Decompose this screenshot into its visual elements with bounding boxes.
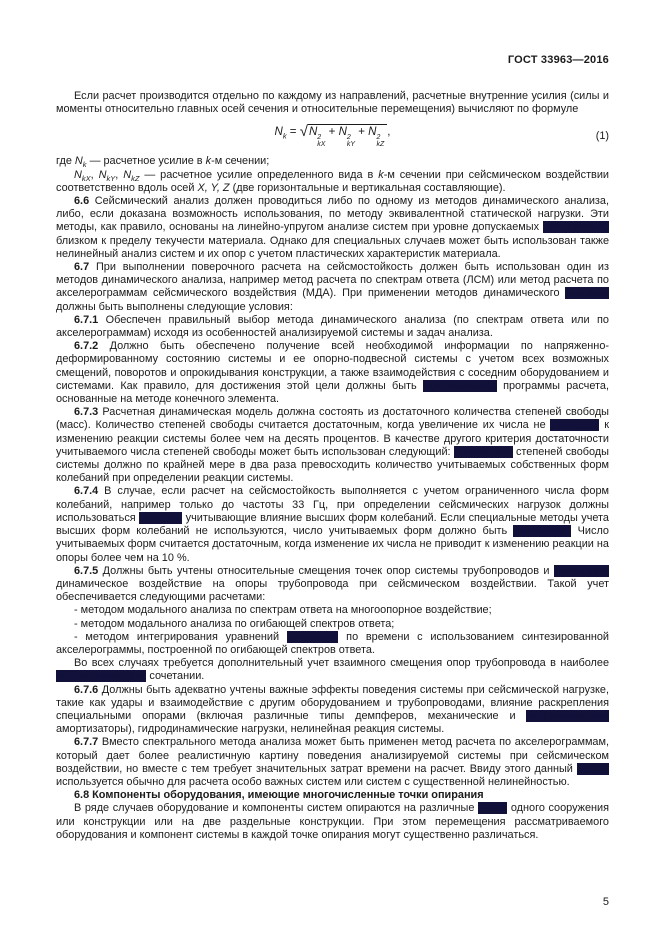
redaction-mark: движения [287, 630, 338, 643]
formula-number: (1) [595, 129, 609, 142]
term-1-supsub [317, 134, 325, 148]
text-run: , [115, 168, 124, 181]
paragraph-6-6 [56, 195, 609, 261]
text-run: 6.8 Компоненты оборудования, имеющие многочисленные точки опирания [74, 789, 484, 802]
list-item-2 [56, 618, 609, 631]
text-run: Должны быть учтены относительные смещения точек опор системы трубопроводов и [98, 564, 554, 577]
text-run: учитывающие влияние высших форм колебаний. Если специальные методы учета высших форм колебаний не используются, число учитываемых форм должно быть [56, 511, 609, 538]
text-run: Расчетная динамическая модель должна состоять из достаточного количества степеней свободы (масс). Количество степеней свободы считается достаточным, когда увеличение их числа не [56, 406, 609, 432]
redaction-mark: методы, [140, 511, 182, 524]
paragraph-6-7-1 [56, 314, 609, 340]
text-run: одного сооружения или конструкции или на две раздельные конструкции. При этом перемещения рассматриваемого оборудования и компонент системы в каждой точке опирания могут существенно различаться. [56, 802, 609, 841]
term-3-supsub [376, 134, 384, 148]
text-run: Если расчет производится отдельно по каждому из направлений, расчетные внутренние усилия (силы и моменты относительно главных осей сечения и относительные перемещения) вычисляют по формуле [56, 90, 609, 116]
text-run: программы расчета, основанные на методе конечного элемента. [56, 379, 609, 406]
text-run: N [123, 168, 132, 181]
term-1: N [308, 126, 318, 139]
redaction-mark: неблагоприятном [57, 670, 146, 683]
text-run: к изменению реакции системы более чем на десять процентов. В качестве другого критерия достаточности учитываемого числа степеней свободы может быть использован следующий: [56, 419, 609, 458]
text-run: сочетании. [146, 670, 205, 683]
paragraph-6-7-5-note [56, 657, 609, 683]
redaction-mark: увеличено. [514, 525, 571, 538]
text-run: N [74, 155, 83, 168]
text-run: При выполнении поверочного расчета на сейсмостойкость должен быть использован один из методов динамического анализа, например метод расчета по спектрам ответа (ЛСМ) или метод расчета по акселерограммам сейсмического воздействия (МДА). При применении методов динамического [56, 261, 609, 300]
equals-sign: = [289, 126, 297, 139]
heading-6-8 [56, 789, 609, 802]
text-run: 6.7.7 [74, 736, 99, 749]
text-run: по времени с использованием синтезированной акселерограммы, построенной по огибающей спектров ответа. [56, 630, 610, 656]
text-run: 6.6 [74, 195, 90, 208]
formula-comma: , [387, 126, 391, 139]
term-3-sup: 2 [376, 134, 381, 142]
formula-block [56, 124, 609, 148]
paragraph-6-7-5 [56, 565, 609, 605]
text-run: степеней свободы системы должно по крайней мере в два раза превосходить количество учитываемых собственных форм колебаний при определении реакции системы. [56, 445, 609, 485]
redaction-mark: гидравлические [527, 709, 608, 722]
list-item-1 [56, 604, 609, 617]
paragraph-where-2 [56, 169, 609, 195]
paragraph-6-7-3 [56, 406, 609, 485]
text-run: N [74, 168, 82, 181]
text-run: 6.7.3 [74, 406, 99, 419]
text-run: Обеспечен правильный выбор метода динамического анализа (по спектрам ответа или по акселерограммам) исходя из особенностей анализируемой системы и задач анализа. [56, 313, 609, 340]
formula-expression [102, 124, 563, 148]
text-run: k [378, 168, 384, 181]
text-run: -м сечении при сейсмическом воздействии соответственно вдоль осей [56, 168, 610, 194]
paragraph-intro [56, 90, 609, 116]
text-run: N [98, 168, 107, 181]
redaction-mark: использованы [424, 379, 496, 392]
text-run: (две горизонтальные и вертикальная составляющие). [229, 181, 506, 194]
text-run: амортизаторы), гидродинамические нагрузки, нелинейная реакция системы. [56, 723, 445, 736]
sqrt-icon: √ [299, 123, 308, 141]
text-run: k [205, 155, 212, 168]
formula-lhs-sub: k [282, 131, 287, 141]
redaction-mark: напряжений, [543, 221, 608, 234]
text-run: 6.7.2 [74, 340, 99, 353]
text-run: kZ [131, 173, 140, 183]
text-run: - методом интегрирования уравнений [74, 630, 287, 643]
text-run: 6.7 [74, 261, 90, 274]
text-run: В случае, если расчет на сейсмостойкость выполняется с учетом ограниченного числа форм колебаний, например только до частоты 33 Гц, при определении сейсмических нагрузок должны использоваться [56, 485, 609, 524]
text-run: - методом модального анализа по огибающей спектров ответа; [74, 617, 395, 630]
text-run: Должны быть адекватно учтены важные эффекты поведения системы при сейсмической нагрузке, такие как удары и взаимодействие с другим оборудованием и трубопроводами, влияние раскрепления специальными опорами (включая различные типы демпферов, механические и [56, 683, 609, 722]
text-run: должны быть выполнены следующие условия: [56, 300, 293, 313]
text-run: где [56, 155, 75, 168]
text-run: , [90, 168, 99, 181]
text-run: - методом модального анализа по спектрам ответа на многоопорное воздействие; [74, 604, 492, 617]
text-run: kX [81, 173, 91, 183]
document-body [56, 90, 609, 842]
term-2-sup: 2 [346, 134, 351, 142]
paragraph-6-7-4 [56, 485, 609, 564]
redaction-mark: точки [479, 802, 507, 815]
plus-sign: + [328, 126, 336, 139]
paragraph-6-8 [56, 802, 609, 842]
formula-lhs: N [274, 126, 283, 139]
text-run: 6.7.5 [74, 564, 99, 577]
text-run: Число учитываемых форм считается достаточным, когда изменение их числа не приводит к изменению реакции на опоры более чем на 10 %. [56, 525, 609, 564]
term-2: N [338, 126, 347, 139]
text-run: — расчетное усилие определенного вида в [139, 168, 379, 181]
text-run: -м сечении; [211, 155, 270, 168]
text-run: k [82, 160, 87, 170]
plus-sign: + [358, 126, 365, 139]
redaction-mark: количество [454, 445, 512, 458]
term-2-supsub [347, 134, 355, 148]
paragraph-6-7 [56, 261, 609, 314]
list-item-3 [56, 631, 609, 657]
page-number: 5 [602, 896, 609, 908]
text-run: близком к пределу текучести материала. Однако для специальных случаев может быть использован также нелинейный анализ систем и их опор с учетом пластических характеристик материала. [56, 234, 609, 260]
redaction-mark: анализа [566, 287, 608, 300]
text-run: Сейсмический анализ должен проводиться либо по одному из методов динамического анализа, либо, если доказана возможность использования, по методу эквивалентной статической нагрузки. Эти методы, как правило, основаны на линейно-упругом анализе систем при уровне допускаемых [56, 195, 609, 234]
term-2-sub: kY [346, 141, 356, 149]
text-run: — расчетное усилие в [86, 155, 206, 168]
paragraph-6-7-7 [56, 736, 609, 789]
text-run: 6.7.6 [74, 683, 99, 696]
paragraph-6-7-2 [56, 340, 609, 406]
redaction-mark: метод [577, 762, 608, 775]
formula-radicand [308, 124, 387, 148]
text-run: Должно быть обеспечено получение всей необходимой информации по напряженно-деформированному состоянию системы и ее опорно-подвесной системы с учетом всех возможных смещений, поворотов и опрокидывания конструкции, а также взаимодействия с соседним оборудованием и системами. Как правило, для достижения этой цели должны быть [56, 340, 609, 392]
term-1-sub: kX [317, 141, 326, 149]
text-run: X, Y, Z [197, 181, 230, 194]
term-3-sub: kZ [376, 141, 385, 149]
text-run: используется обычно для расчета особо важных систем или систем с существенной нелинейностью. [56, 775, 570, 788]
term-3: N [368, 126, 377, 139]
text-run: Во всех случаях требуется дополнительный учет взаимного смещения опор трубопровода в наиболее [74, 657, 609, 670]
text-run: динамическое воздействие на опоры трубопровода при сейсмическом воздействии. Такой учет обеспечивается следующими расчетами: [56, 577, 609, 604]
text-run: В ряде случаев оборудование и компоненты систем опираются на различные [74, 802, 479, 815]
text-run: Вместо спектрального метода анализа может быть применен метод расчета по акселерограммам, который дает более реалистичную картину поведения анализируемой системы при сейсмическом воздействии, но вместе с тем требует значительных затрат времени на расчет. Ввиду этого данный [56, 736, 609, 775]
redaction-mark: различное [554, 564, 608, 577]
text-run: kY [106, 173, 116, 183]
text-run: 6.7.1 [74, 313, 99, 326]
redaction-mark: приводит [551, 419, 599, 432]
paragraph-6-7-6 [56, 684, 609, 737]
term-1-sup: 2 [317, 134, 322, 142]
document-header-title: ГОСТ 33963—2016 [507, 54, 609, 66]
paragraph-where [56, 155, 609, 168]
text-run: 6.7.4 [74, 485, 99, 498]
